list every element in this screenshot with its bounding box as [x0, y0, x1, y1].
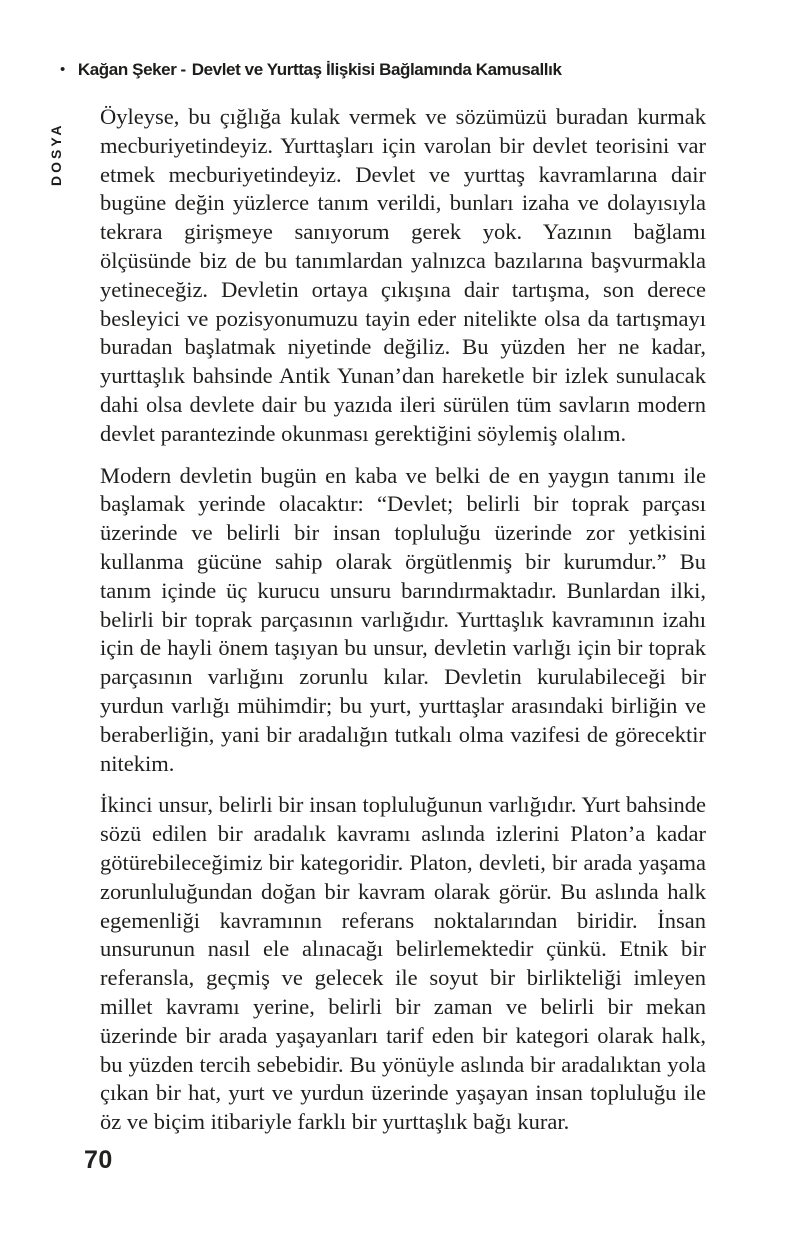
running-header [60, 60, 562, 80]
paragraph: İkinci unsur, belirli bir insan topluluğunun varlığıdır. Yurt bahsinde sözü edilen bir aradalık kavramı aslında izlerini Platon’a kadar götürebileceğimiz bir kategoridir. Platon, devleti, bir arada yaşama zorunluluğundan doğan bir kavram olarak görür. Bu aslında halk egemenliği kavramının referans noktalarından biridir. İnsan unsurunun nasıl ele alınacağı belirlemektedir çünkü. Etnik bir referansla, geçmiş ve gelecek ile soyut bir birlikteliği imleyen millet kavramı yerine, belirli bir zaman ve belirli bir mekan üzerinde bir arada yaşayanları tarif eden bir kategori olarak halk, bu yüzden tercih sebebidir. Bu yönüyle aslında bir aradalıktan yola çıkan bir hat, yurt ve yurdun üzerinde yaşayan insan topluluğu ile öz ve biçim itibariyle farklı bir yurttaşlık bağı kurar. [100, 792, 706, 1135]
header-separator: - [180, 60, 186, 79]
bullet-icon: • [60, 61, 65, 78]
header-article-title: Devlet ve Yurttaş İlişkisi Bağlamında Kamusallık [191, 60, 562, 79]
section-label-dosya: DOSYA [48, 122, 64, 186]
page-number: 70 [84, 1146, 113, 1174]
paragraph: Öyleyse, bu çığlığa kulak vermek ve sözümüzü buradan kurmak mecburiyetindeyiz. Yurttaşları için varolan bir devlet teorisini var etmek mecburiyetindeyiz. Devlet ve yurttaş kavramlarına dair bugüne değin yüzlerce tanım verildi, bunları izaha ve dolayısıyla tekrara girişmeye sanıyorum gerek yok. Yazının bağlamı ölçüsünde biz de bu tanımlardan yalnızca bazılarına başvurmakla yetineceğiz. Devletin ortaya çıkışına dair tartışma, son derece besleyici ve pozisyonumuzu tayin eder nitelikte olsa da tartışmayı buradan başlatmak niyetinde değiliz. Bu yüzden her ne kadar, yurttaşlık bahsinde Antik Yunan’dan hareketle bir izlek sunulacak dahi olsa devlete dair bu yazıda ileri sürülen tüm savların modern devlet parantezinde okunması gerektiğini söylemiş olalım. [100, 104, 706, 446]
paragraph: Modern devletin bugün en kaba ve belki de en yaygın tanımı ile başlamak yerinde olacaktır: “Devlet; belirli bir toprak parçası üzerinde ve belirli bir insan topluluğu üzerinde zor yetkisini kullanma gücüne sahip olarak örgütlenmiş bir kurumdur.” Bu tanım içinde üç kurucu unsuru barındırmaktadır. Bunlardan ilki, belirli bir toprak parçasının varlığıdır. Yurttaşlık kavramının izahı için de hayli önem taşıyan bu unsur, devletin varlığı için bir toprak parçasının varlığını zorunlu kılar. Devletin kurulabileceği bir yurdun varlığı mühimdir; bu yurt, yurttaşlar arasındaki birliğin ve beraberliğin, yani bir aradalığın tutkalı olma vazifesi de görecektir nitekim. [100, 462, 706, 776]
article-body [100, 103, 706, 1150]
header-author: Kağan Şeker [77, 60, 177, 79]
